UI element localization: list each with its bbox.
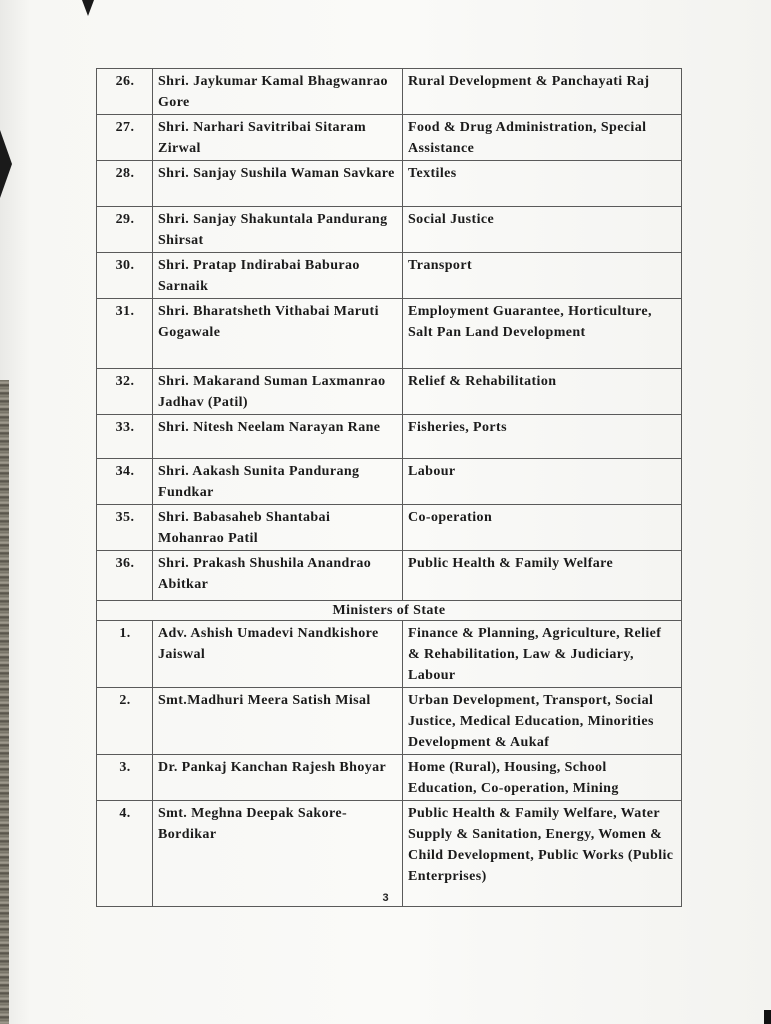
minister-name: Shri. Makarand Suman Laxmanrao Jadhav (Patil) bbox=[153, 369, 403, 415]
table-row bbox=[97, 505, 682, 551]
serial-number: 33. bbox=[97, 415, 153, 459]
minister-name: Shri. Babasaheb Shantabai Mohanrao Patil bbox=[153, 505, 403, 551]
serial-number: 31. bbox=[97, 299, 153, 369]
serial-number: 4. bbox=[97, 801, 153, 907]
serial-number: 28. bbox=[97, 161, 153, 207]
minister-name: Dr. Pankaj Kanchan Rajesh Bhoyar bbox=[153, 755, 403, 801]
portfolio: Fisheries, Ports bbox=[403, 415, 682, 459]
scan-mark-top bbox=[82, 0, 94, 16]
portfolio: Employment Guarantee, Horticulture, Salt Pan Land Development bbox=[403, 299, 682, 369]
table-row bbox=[97, 299, 682, 369]
table-row bbox=[97, 207, 682, 253]
serial-number: 35. bbox=[97, 505, 153, 551]
minister-name: Shri. Aakash Sunita Pandurang Fundkar bbox=[153, 459, 403, 505]
table-row bbox=[97, 369, 682, 415]
serial-number: 36. bbox=[97, 551, 153, 601]
ministers-table bbox=[96, 68, 682, 907]
table-row bbox=[97, 801, 682, 907]
portfolio: Home (Rural), Housing, School Education, Co-operation, Mining bbox=[403, 755, 682, 801]
portfolio: Finance & Planning, Agriculture, Relief & Rehabilitation, Law & Judiciary, Labour bbox=[403, 621, 682, 688]
table-row bbox=[97, 69, 682, 115]
serial-number: 1. bbox=[97, 621, 153, 688]
portfolio: Rural Development & Panchayati Raj bbox=[403, 69, 682, 115]
minister-name: Smt.Madhuri Meera Satish Misal bbox=[153, 688, 403, 755]
page-number: 3 bbox=[382, 892, 389, 904]
portfolio: Social Justice bbox=[403, 207, 682, 253]
table-row bbox=[97, 115, 682, 161]
table-row bbox=[97, 415, 682, 459]
minister-name: Shri. Sanjay Sushila Waman Savkare bbox=[153, 161, 403, 207]
serial-number: 26. bbox=[97, 69, 153, 115]
serial-number: 34. bbox=[97, 459, 153, 505]
portfolio: Relief & Rehabilitation bbox=[403, 369, 682, 415]
minister-name: Adv. Ashish Umadevi Nandkishore Jaiswal bbox=[153, 621, 403, 688]
portfolio: Textiles bbox=[403, 161, 682, 207]
portfolio: Labour bbox=[403, 459, 682, 505]
section-heading bbox=[97, 601, 682, 621]
portfolio: Co-operation bbox=[403, 505, 682, 551]
minister-name: Shri. Pratap Indirabai Baburao Sarnaik bbox=[153, 253, 403, 299]
table-row bbox=[97, 253, 682, 299]
section-heading-row bbox=[97, 601, 682, 621]
table-row bbox=[97, 459, 682, 505]
serial-number: 29. bbox=[97, 207, 153, 253]
minister-name: Shri. Prakash Shushila Anandrao Abitkar bbox=[153, 551, 403, 601]
table-row bbox=[97, 688, 682, 755]
minister-name: Shri. Sanjay Shakuntala Pandurang Shirsat bbox=[153, 207, 403, 253]
scan-mark-left bbox=[0, 130, 12, 198]
table-row bbox=[97, 755, 682, 801]
binding-edge bbox=[0, 380, 9, 1024]
portfolio: Food & Drug Administration, Special Assistance bbox=[403, 115, 682, 161]
serial-number: 27. bbox=[97, 115, 153, 161]
table-row bbox=[97, 551, 682, 601]
serial-number: 3. bbox=[97, 755, 153, 801]
portfolio: Urban Development, Transport, Social Justice, Medical Education, Minorities Development & Aukaf bbox=[403, 688, 682, 755]
section-heading-text: Ministers of State bbox=[332, 603, 446, 618]
table-row bbox=[97, 161, 682, 207]
table-row bbox=[97, 621, 682, 688]
minister-name: Smt. Meghna Deepak Sakore-Bordikar bbox=[153, 801, 403, 907]
portfolio: Public Health & Family Welfare bbox=[403, 551, 682, 601]
minister-name: Shri. Nitesh Neelam Narayan Rane bbox=[153, 415, 403, 459]
serial-number: 32. bbox=[97, 369, 153, 415]
minister-name: Shri. Bharatsheth Vithabai Maruti Gogawale bbox=[153, 299, 403, 369]
portfolio: Public Health & Family Welfare, Water Supply & Sanitation, Energy, Women & Child Development, Public Works (Public Enterprises) bbox=[403, 801, 682, 907]
serial-number: 30. bbox=[97, 253, 153, 299]
minister-name: Shri. Jaykumar Kamal Bhagwanrao Gore bbox=[153, 69, 403, 115]
portfolio: Transport bbox=[403, 253, 682, 299]
serial-number: 2. bbox=[97, 688, 153, 755]
scan-mark-bottom-right bbox=[764, 1010, 771, 1024]
minister-name: Shri. Narhari Savitribai Sitaram Zirwal bbox=[153, 115, 403, 161]
